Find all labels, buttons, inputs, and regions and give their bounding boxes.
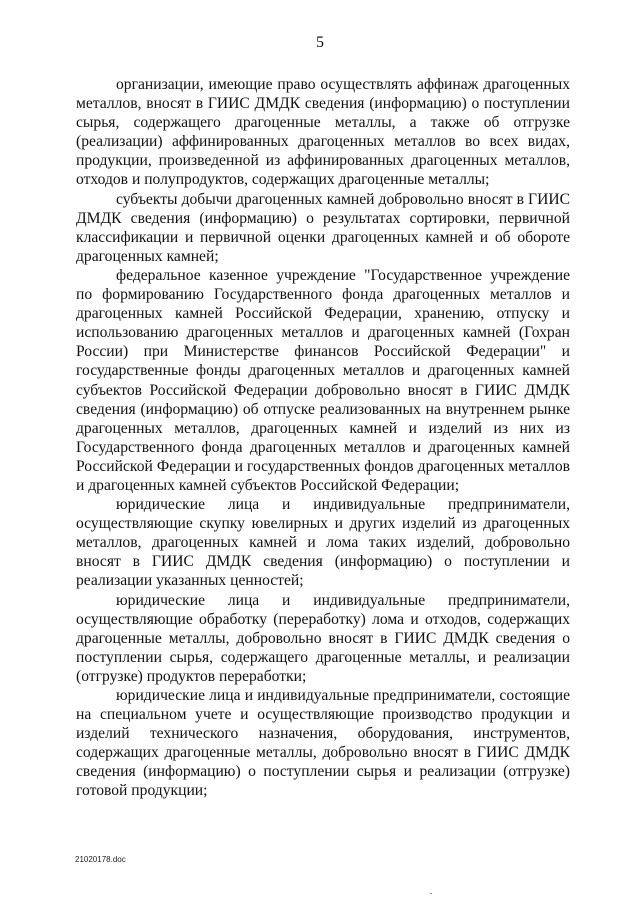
paragraph-technical-producers: юридические лица и индивидуальные предприниматели, состоящие на специальном учете и осуществляющие производство продукции и изделий технического назначения, оборудования, инструментов, содержащих драгоценные металлы, добровольно вносят в ГИИС ДМДК сведения (информацию) о поступлении сырья и реализации (отгрузке) готовой продукции; (76, 687, 570, 800)
footer-file-name: 21020178.doc (75, 855, 126, 864)
paragraph-refiners: организации, имеющие право осуществлять аффинаж драгоценных металлов, вносят в ГИИС ДМДК сведения (информацию) о поступлении сырья, содержащего драгоценные металлы, а также об отгрузке (реализации) аффинированных драгоценных металлов во всех видах, продукции, произведенной из аффинированных драгоценных металлов, отходов и полупродуктов, содержащих драгоценные металлы; (76, 76, 570, 189)
paragraph-gem-miners: субъекты добычи драгоценных камней добровольно вносят в ГИИС ДМДК сведения (информацию) о результатах сортировки, первичной классификации и первичной оценки драгоценных камней и об обороте драгоценных камней; (76, 190, 570, 265)
paragraph-gokhran: федеральное казенное учреждение "Государственное учреждение по формированию Государственного фонда драгоценных металлов и драгоценных камней Российской Федерации, хранению, отпуску и использованию драгоценных металлов и драгоценных камней (Гохран России) при Министерстве финансов Российской Федерации" и государственные фонды драгоценных металлов и драгоценных камней субъектов Российской Федерации добровольно вносят в ГИИС ДМДК сведения (информацию) об отпуске реализованных на внутреннем рынке драгоценных металлов, драгоценных камней и изделий из них из Государственного фонда драгоценных металлов и драгоценных камней Российской Федерации и государственных фондов драгоценных металлов и драгоценных камней субъектов Российской Федерации; (76, 266, 570, 494)
scan-speck (430, 893, 432, 894)
paragraph-jewelry-buyers: юридические лица и индивидуальные предприниматели, осуществляющие скупку ювелирных и других изделий из драгоценных металлов, драгоценных камней и лома таких изделий, добровольно вносят в ГИИС ДМДК сведения (информацию) о поступлении и реализации указанных ценностей; (76, 496, 570, 590)
document-body (76, 75, 570, 801)
page-number: 5 (316, 34, 324, 51)
paragraph-scrap-processors: юридические лица и индивидуальные предприниматели, осуществляющие обработку (переработку) лома и отходов, содержащих драгоценные металлы, добровольно вносят в ГИИС ДМДК сведения о поступлении сырья, содержащего драгоценные металлы, и реализации (отгрузке) продуктов переработки; (76, 591, 570, 685)
